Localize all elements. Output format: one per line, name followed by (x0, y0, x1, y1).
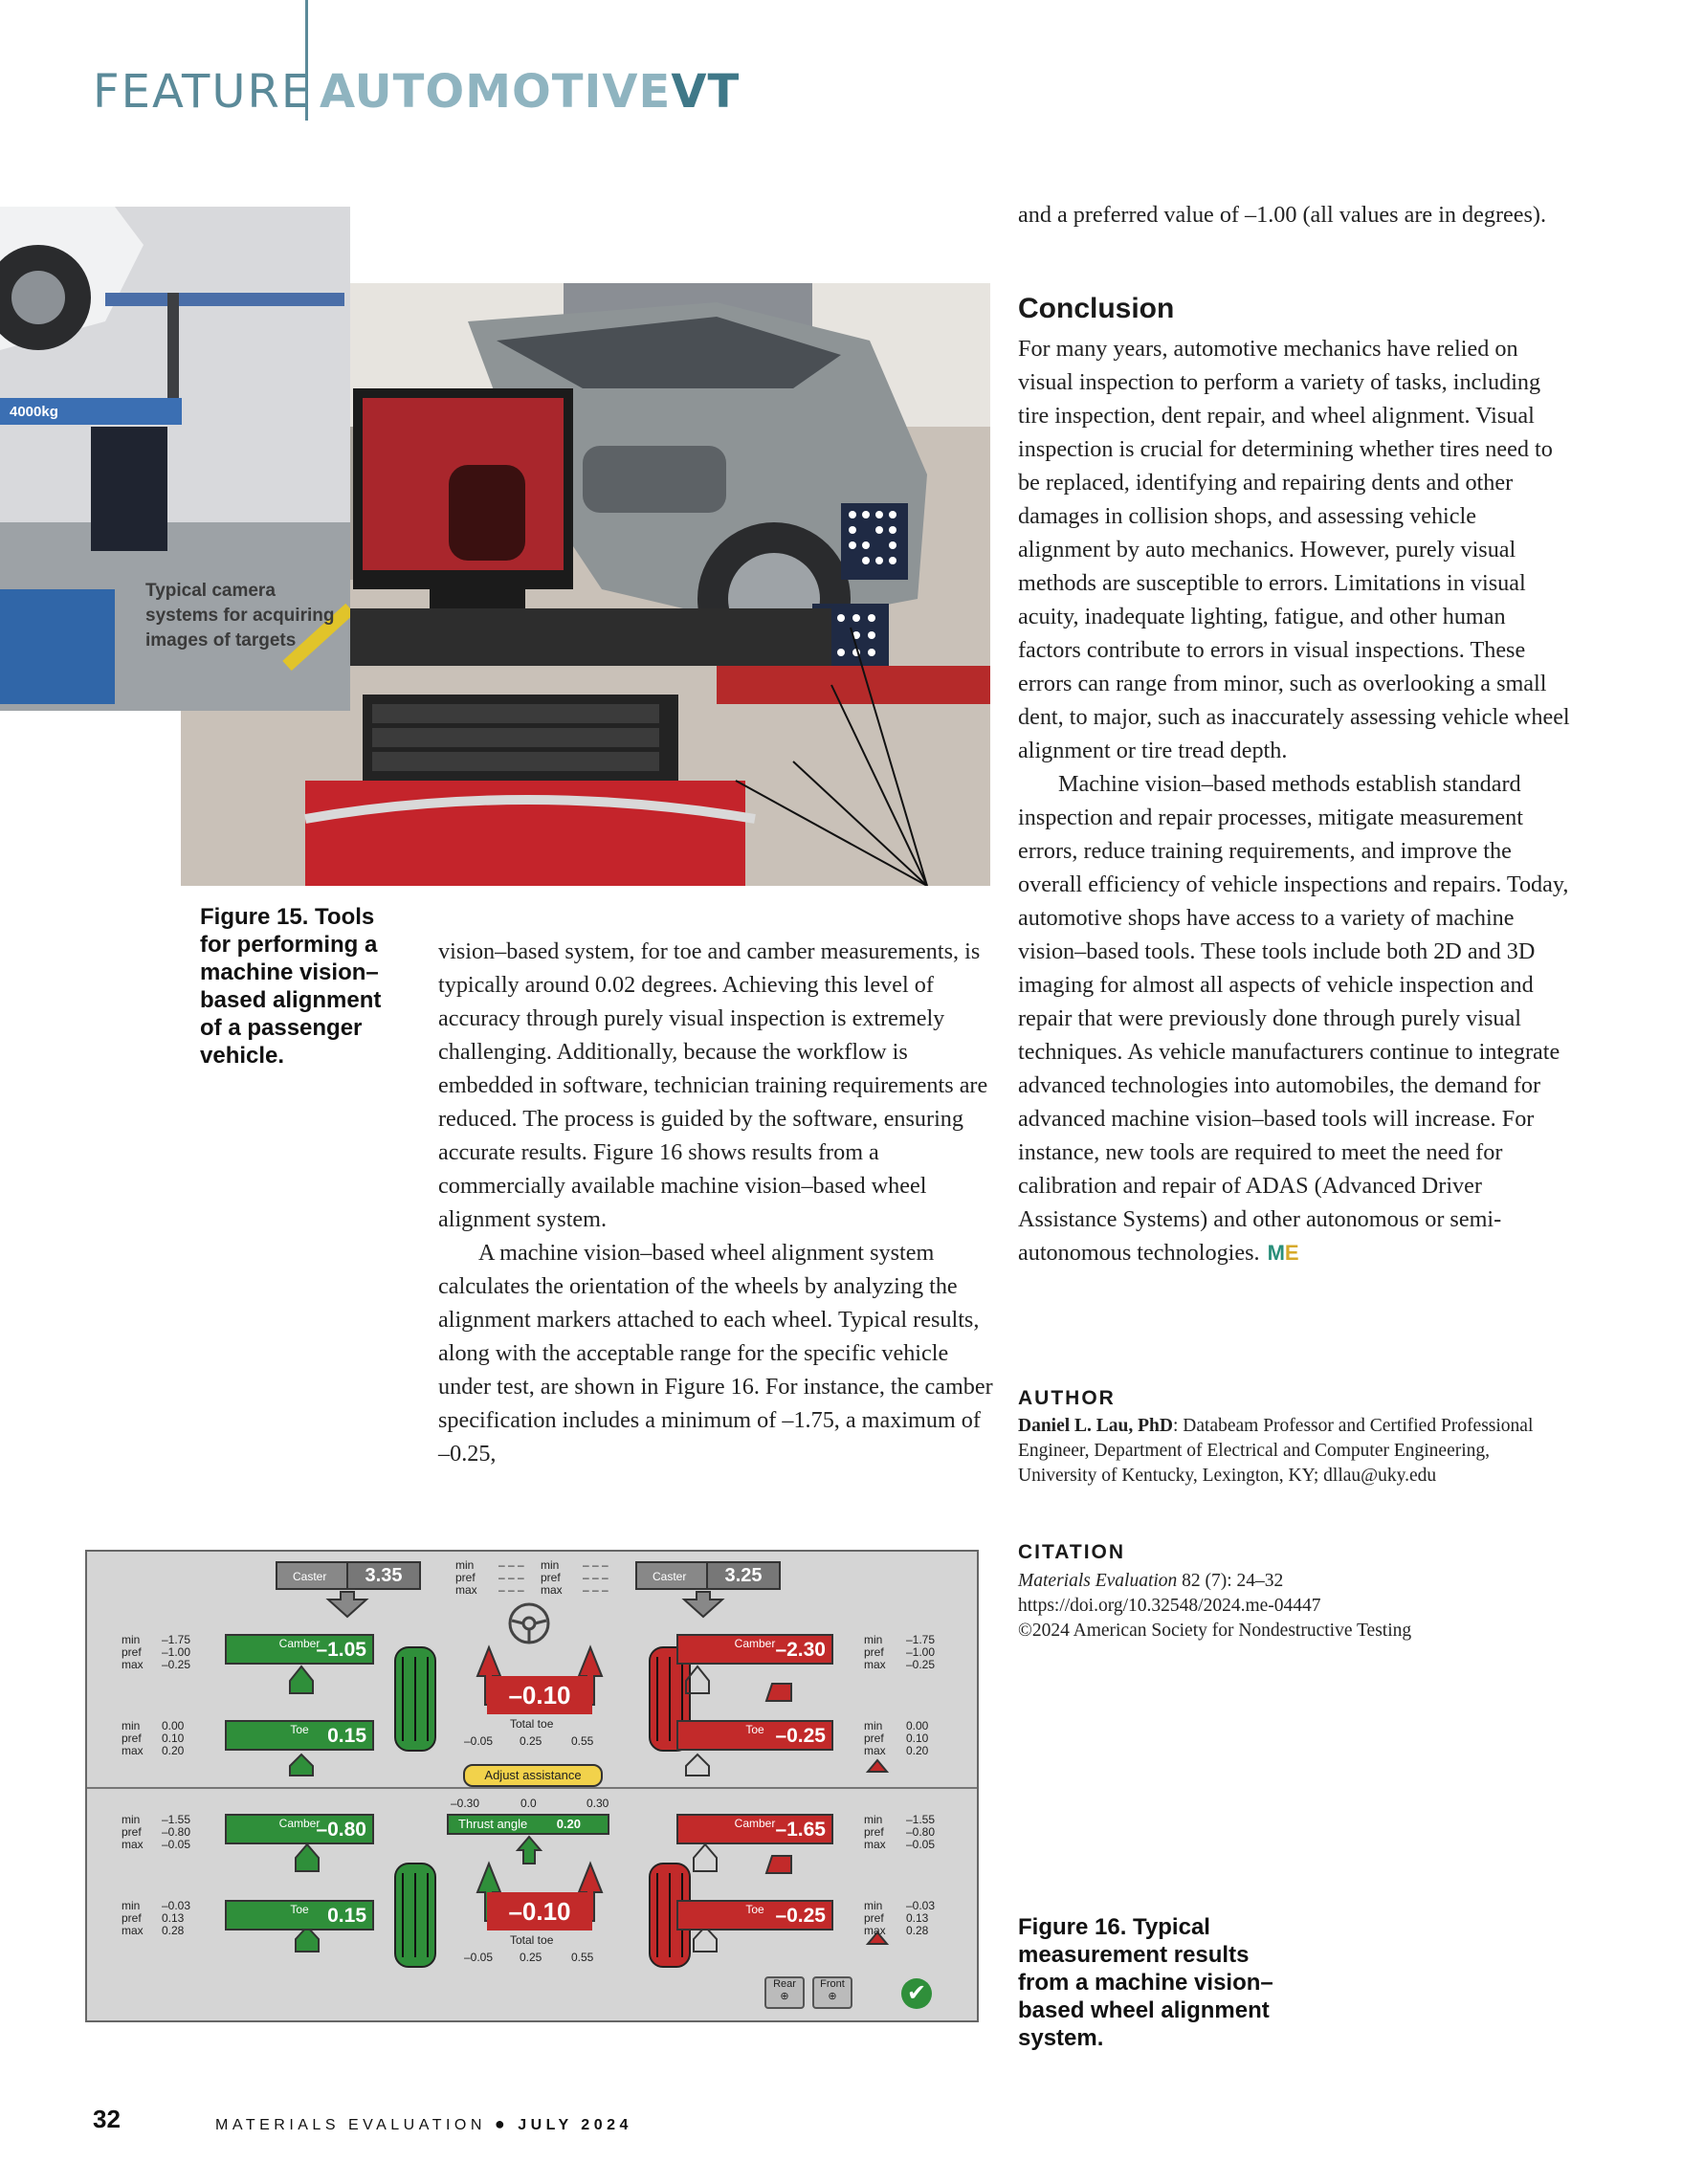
mmm-pref-label: pref (122, 1732, 142, 1745)
journal-issue: JULY 2024 (518, 2117, 632, 2133)
front-left-camber-value: –1.05 (316, 1639, 366, 1661)
front-button-label: Front (820, 1978, 845, 1990)
center-caster-right-range (541, 1559, 563, 1597)
mmm-pref-label: pref (864, 1825, 884, 1839)
mmm-max-label: max (122, 1744, 144, 1757)
front-toe-scale-max: 0.55 (571, 1734, 594, 1748)
range-pref: 0.13 (162, 1911, 185, 1925)
rear-total-toe-label: Total toe (510, 1933, 554, 1947)
mmm-pref-label: pref (864, 1911, 884, 1925)
rear-toe-scale-min: –0.05 (464, 1951, 494, 1964)
camber-label: Camber (278, 1637, 321, 1650)
range-min: 0.00 (162, 1719, 185, 1732)
me-end-logo (1268, 1241, 1299, 1265)
rear-right-camber-box (676, 1814, 833, 1844)
me-logo-m: M (1267, 1241, 1285, 1265)
rl-camber-range-values (162, 1814, 190, 1851)
range-pref: –1.00 (162, 1645, 191, 1659)
mmm-min-label: min (864, 1813, 883, 1826)
range-pref: –0.80 (906, 1825, 936, 1839)
page-number: 32 (93, 2105, 121, 2133)
thrust-scale-mid: 0.0 (520, 1797, 537, 1810)
fl-camber-range-labels (122, 1634, 144, 1671)
range-max: –0.25 (906, 1658, 936, 1671)
rr-camber-range-labels (864, 1814, 886, 1851)
front-toe-scale-mid: 0.25 (520, 1734, 542, 1748)
citation-ref: 82 (7): 24–32 (1177, 1571, 1284, 1591)
fl-camber-range-values (162, 1634, 190, 1671)
range-max: –0.05 (906, 1838, 936, 1851)
thrust-angle-box (447, 1814, 609, 1835)
caster-range-max: – – – (498, 1583, 524, 1597)
mmm-pref-label: pref (864, 1645, 884, 1659)
rear-toe-scale-mid: 0.25 (520, 1951, 542, 1964)
conclusion-paragraph-2 (1018, 767, 1573, 1269)
mid-paragraph-2: A machine vision–based wheel alignment system calculates the orientation of the wheels by analyzing the alignment markers attached to each wheel. Typical results, along with the acceptable range for the specific vehicle under test, are shown in Figure 16. For instance, the camber specification includes a minimum of –1.75, a maximum of –0.25, (438, 1240, 993, 1467)
mid-paragraph-1: vision–based system, for toe and camber measurements, is typically around 0.02 degrees. Achieving this level of accuracy through purely visual inspection is extremely challenging. Additionally, because the workflow is embedded in software, technician training requirements are reduced. The process is guided by the software, ensuring accurate results. Figure 16 shows results from a commercially available machine vision–based wheel alignment system. (438, 938, 988, 1232)
range-max: 0.20 (906, 1744, 929, 1757)
front-total-toe-label: Total toe (510, 1717, 554, 1731)
range-max: 0.20 (162, 1744, 185, 1757)
citation-line-1 (1018, 1569, 1554, 1594)
journal-name: MATERIALS EVALUATION (215, 2117, 486, 2133)
center-caster-left-values (498, 1559, 524, 1597)
range-pref: 0.10 (906, 1732, 929, 1745)
caster-range-pref: – – – (498, 1571, 524, 1584)
conclusion-paragraph-1: For many years, automotive mechanics have relied on visual inspection to perform a variety of tasks, including tire inspection, dent repair, and wheel alignment. Visual inspection is crucial for determining whether tires need to be replaced, identifying and repairing dents and other damages in collision shops, and assessing vehicle alignment by auto mechanics. However, purely visual methods are susceptible to errors. Limitations in visual acuity, inadequate lighting, fatigue, and other human factors contribute to errors in visual inspections. These errors can range from minor, such as overlooking a small dent, to major, such as inaccurately assessing vehicle wheel alignment or tire tread depth. (1018, 336, 1570, 763)
mmm-min-label: min (122, 1633, 141, 1646)
alignment-results-panel (85, 1550, 979, 2022)
range-max: 0.28 (906, 1924, 929, 1937)
rear-left-toe-box (225, 1900, 374, 1930)
rl-toe-range-labels (122, 1900, 144, 1937)
front-right-toe-box (676, 1720, 833, 1751)
front-left-toe-box (225, 1720, 374, 1751)
rear-left-camber-value: –0.80 (316, 1819, 366, 1841)
rear-right-camber-value: –1.65 (775, 1819, 826, 1841)
mmm-min-label: min (122, 1813, 141, 1826)
range-pref: –0.80 (162, 1825, 191, 1839)
fl-toe-range-labels (122, 1720, 144, 1757)
rear-right-toe-box (676, 1900, 833, 1930)
range-min: –1.75 (162, 1633, 191, 1646)
range-min: –0.03 (162, 1899, 191, 1912)
range-pref: 0.13 (906, 1911, 929, 1925)
topic-part-b: VT (671, 65, 741, 119)
mmm-min-label: min (541, 1558, 560, 1572)
rear-right-toe-value: –0.25 (775, 1905, 826, 1927)
caster-range-min: – – – (498, 1558, 524, 1572)
front-right-camber-box (676, 1634, 833, 1665)
thrust-scale-min: –0.30 (451, 1797, 480, 1810)
camber-label: Camber (734, 1637, 776, 1650)
author-heading: AUTHOR (1018, 1387, 1116, 1409)
rl-toe-range-values (162, 1900, 190, 1937)
inset-caption: Typical camera systems for acquiring images of targets (145, 581, 335, 651)
rear-button-label: Rear (773, 1978, 796, 1990)
me-logo-e: E (1284, 1241, 1299, 1265)
thrust-angle-label: Thrust angle (458, 1817, 528, 1831)
mmm-min-label: min (864, 1633, 883, 1646)
author-name: Daniel L. Lau, PhD (1018, 1416, 1173, 1436)
author-info (1018, 1414, 1554, 1489)
right-column-top (1018, 198, 1573, 232)
caster-range-max: – – – (583, 1583, 609, 1597)
conclusion-paragraph-2-text: Machine vision–based methods establish standard inspection and repair processes, mitigate measurement errors, reduce training requirements, and improve the overall efficiency of vehicle inspections and repairs. Today, automotive shops have access to a variety of machine vision–based tools. These tools include both 2D and 3D imaging for almost all aspects of vehicle inspection and repair that were previously done through purely visual techniques. As vehicle manufacturers continue to integrate advanced technologies into automobiles, the demand for advanced machine vision–based tools will increase. For instance, new tools are required to meet the need for calibration and repair of ADAS (Advanced Driver Assistance Systems) and other autonomous or semi-autonomous technologies. (1018, 771, 1569, 1266)
thrust-angle-value: 0.20 (556, 1817, 581, 1831)
range-max: –0.05 (162, 1838, 191, 1851)
toe-label: Toe (745, 1903, 764, 1916)
mmm-pref-label: pref (455, 1571, 476, 1584)
range-min: –1.75 (906, 1633, 936, 1646)
mmm-pref-label: pref (122, 1911, 142, 1925)
rear-left-camber-box (225, 1814, 374, 1844)
lift-sign-text: 4000kg (10, 404, 58, 420)
footer-bullet: ● (494, 2114, 510, 2133)
author-bio: : Databeam Professor and Certified Professional Engineer, Department of Electrical and Computer Engineering, University of Kentucky, Lexington, KY; dllau@uky.edu (1018, 1416, 1534, 1486)
zoom-icon: ⊕ (780, 1991, 789, 2002)
section-topic (320, 65, 740, 119)
mmm-min-label: min (122, 1719, 141, 1732)
rear-toe-scale-max: 0.55 (571, 1951, 594, 1964)
caster-right-label: Caster (653, 1570, 687, 1583)
range-pref: 0.10 (162, 1732, 185, 1745)
mmm-pref-label: pref (122, 1645, 142, 1659)
toe-label: Toe (745, 1723, 764, 1736)
mmm-min-label: min (864, 1899, 883, 1912)
zoom-icon: ⊕ (828, 1991, 837, 2002)
mmm-max-label: max (864, 1744, 886, 1757)
citation-journal: Materials Evaluation (1018, 1571, 1178, 1591)
fr-camber-range-labels (864, 1634, 886, 1671)
range-min: –1.55 (162, 1813, 191, 1826)
mmm-min-label: min (455, 1558, 475, 1572)
mmm-pref-label: pref (122, 1825, 142, 1839)
conclusion-heading: Conclusion (1018, 293, 1175, 324)
section-label: FEATURE (93, 65, 313, 119)
rear-zoom-button[interactable] (764, 1976, 805, 2009)
journal-footer (215, 2114, 632, 2134)
range-pref: –1.00 (906, 1645, 936, 1659)
citation-copyright: ©2024 American Society for Nondestructive Testing (1018, 1621, 1412, 1641)
front-left-camber-box (225, 1634, 374, 1665)
mmm-max-label: max (122, 1658, 144, 1671)
rr-toe-range-values (906, 1900, 935, 1937)
citation-heading: CITATION (1018, 1541, 1126, 1563)
mmm-max-label: max (864, 1924, 886, 1937)
mmm-max-label: max (455, 1583, 477, 1597)
range-min: –0.03 (906, 1899, 936, 1912)
caster-left-label: Caster (293, 1570, 327, 1583)
camber-label: Camber (734, 1817, 776, 1830)
caster-range-pref: – – – (583, 1571, 609, 1584)
mmm-pref-label: pref (864, 1732, 884, 1745)
center-caster-left-range (455, 1559, 477, 1597)
caster-right-value: 3.25 (706, 1563, 779, 1588)
rear-total-toe-value: –0.10 (487, 1892, 592, 1930)
front-zoom-button[interactable] (812, 1976, 852, 2009)
mmm-max-label: max (122, 1838, 144, 1851)
range-min: –1.55 (906, 1813, 936, 1826)
front-total-toe-value: –0.10 (487, 1676, 592, 1714)
mmm-min-label: min (122, 1899, 141, 1912)
topic-part-a: AUTOMOTIVE (320, 65, 672, 119)
checkmark-icon: ✔ (901, 1978, 932, 2009)
rl-camber-range-labels (122, 1814, 144, 1851)
fr-camber-range-values (906, 1634, 935, 1671)
range-max: –0.25 (162, 1658, 191, 1671)
conclusion-body (1018, 332, 1573, 1269)
middle-column (438, 935, 993, 1470)
fr-toe-range-values (906, 1720, 928, 1757)
front-right-toe-value: –0.25 (775, 1725, 826, 1747)
camber-label: Camber (278, 1817, 321, 1830)
thrust-scale-max: 0.30 (586, 1797, 609, 1810)
citation-doi[interactable]: https://doi.org/10.32548/2024.me-04447 (1018, 1596, 1321, 1616)
figure15-caption: Figure 15. Tools for performing a machine vision–based alignment of a passenger vehicle. (200, 904, 382, 1069)
mmm-max-label: max (864, 1658, 886, 1671)
rr-camber-range-values (906, 1814, 935, 1851)
mmm-pref-label: pref (541, 1571, 561, 1584)
toe-label: Toe (290, 1903, 309, 1916)
front-left-toe-value: 0.15 (327, 1725, 366, 1747)
front-toe-scale-min: –0.05 (464, 1734, 494, 1748)
mmm-min-label: min (864, 1719, 883, 1732)
fl-toe-range-values (162, 1720, 184, 1757)
range-max: 0.28 (162, 1924, 185, 1937)
mmm-max-label: max (122, 1924, 144, 1937)
mmm-max-label: max (541, 1583, 563, 1597)
toe-label: Toe (290, 1723, 309, 1736)
center-caster-right-values (583, 1559, 609, 1597)
front-right-camber-value: –2.30 (775, 1639, 826, 1661)
fr-toe-range-labels (864, 1720, 886, 1757)
caster-range-min: – – – (583, 1558, 609, 1572)
figure16-caption: Figure 16. Typical measurement results from a machine vision–based wheel alignment system. (1018, 1914, 1273, 2051)
rear-left-toe-value: 0.15 (327, 1905, 366, 1927)
right-top-paragraph: and a preferred value of –1.00 (all values are in degrees). (1018, 202, 1547, 228)
caster-left-value: 3.35 (346, 1563, 419, 1588)
citation-info (1018, 1569, 1554, 1644)
mmm-max-label: max (864, 1838, 886, 1851)
range-min: 0.00 (906, 1719, 929, 1732)
adjust-assistance-button[interactable]: Adjust assistance (463, 1764, 603, 1787)
rr-toe-range-labels (864, 1900, 886, 1937)
